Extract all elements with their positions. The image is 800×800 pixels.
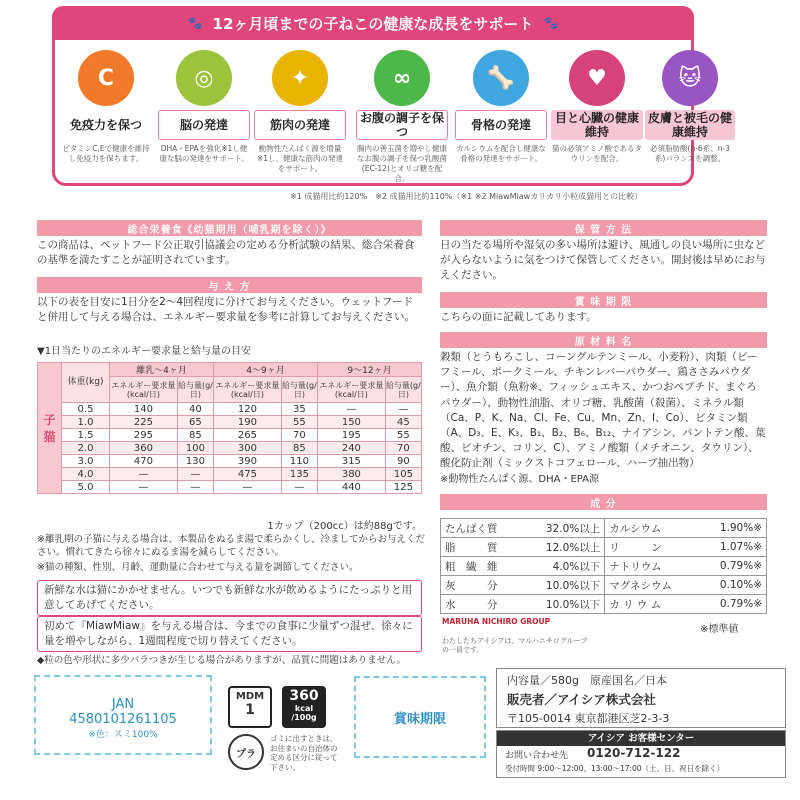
table-cell: 1.07%※ [699,538,766,557]
weight-header: 体重(kg) [62,363,110,403]
table-cell: — [385,403,421,416]
table-cell: 120 [213,403,281,416]
table-cell: 110 [281,455,317,468]
table-cell: 140 [110,403,178,416]
immunity-icon: C [78,50,134,106]
table-cell: 10.0%以下 [521,576,604,595]
benefit-desc: カルシウムを配合し健康な骨格の発達をサポート。 [456,144,546,163]
table-cell: 315 [317,455,385,468]
table-cell: 0.5 [62,403,110,416]
table-cell: 100 [177,442,213,455]
table-cell: 85 [281,442,317,455]
benefit-skin-coat [645,50,735,164]
table-cell: — [177,481,213,494]
table-cell: 32.0%以上 [521,519,604,538]
table-cell: 130 [177,455,213,468]
address-line: 〒105-0014 東京都港区芝2-3-3 [507,712,670,725]
feeding-table-caption: ▼1日当たりのエネルギー要求量と給与量の目安 [37,346,252,357]
table-cell: — [110,468,178,481]
table-row [38,429,422,442]
table-row [441,595,767,614]
table-cell: 135 [281,468,317,481]
expiry-box: 賞味期限 [354,676,486,758]
benefit-gut [356,50,448,184]
table-cell: 5.0 [62,481,110,494]
section-header-nutrition-type: 総合栄養食《幼猫期用（哺乳期を除く）》 [37,220,422,236]
table-cell: たんぱく質 [441,519,522,538]
table-cell: 190 [213,416,281,429]
table-cell: 475 [213,468,281,481]
table-cell: 12.0%以上 [521,538,604,557]
table-cell: 0.79%※ [699,595,766,614]
table-cell: 0.10%※ [699,576,766,595]
feeding-table [37,362,422,494]
group-header: 9～12ヶ月 [317,363,421,377]
feeding-table-side-label: 子猫 [38,363,62,494]
eye-heart-icon: ♥ [569,50,625,106]
table-cell: 240 [317,442,385,455]
kibble-note: ◆粒の色や形状に多少バラつきが生じる場合がありますが、品質に問題はありません。 [37,655,406,666]
gut-icon: ∞ [374,50,430,106]
table-cell: 65 [177,416,213,429]
jan-code: 4580101261105 [69,712,177,727]
nutrition-type-text: この商品は、ペットフード公正取引協議会の定める分析試験の結果、総合栄養食の基準を満たすことが証明されています。 [37,239,415,266]
benefit-bone [455,50,547,164]
expiry-text: こちらの面に記載してあります。 [440,311,597,323]
feeding-text: 以下の表を目安に1日分を2～4回程度に分けてお与えください。ウェットフードと併用して与える場合は、エネルギー要求量を参考に計算してお与えください。 [37,296,415,323]
table-cell: 380 [317,468,385,481]
table-cell: 105 [385,468,421,481]
table-cell: — [281,481,317,494]
business-hours: 受付時間 9:00～12:00、13:00～17:00（土、日、祝日を除く） [505,764,725,773]
benefit-immunity [60,50,152,164]
storage-text: 日の当たる場所や湿気の多い場所は避け、風通しの良い場所に虫などが入らないように気をつけて保管してください。開封後は早めにお与えください。 [440,239,766,281]
paw-icon: 🐾 [187,16,203,30]
amount-header: 給与量(g/日) [385,377,421,403]
table-cell: カ リ ウ ム [605,595,700,614]
table-cell: 45 [385,416,421,429]
table-row [38,442,422,455]
benefit-desc: 必須脂肪酸(n-6系、n-3系)バランスを調整。 [650,144,730,163]
benefits-banner [52,6,694,40]
section-header-expiry: 賞 味 期 限 [440,292,767,308]
content-line: 内容量／580g 原産国名／日本 [507,674,667,687]
center-title: アイシア お客様センター [497,731,785,746]
weaning-note: ※離乳期の子猫に与える場合は、本製品をぬるま湯で柔らかくし、冷ましてからお与えください。慣れてきたら徐々にぬるま湯を減らしてください。 [37,534,425,558]
table-cell: 360 [110,442,178,455]
benefit-desc: 猫の必須アミノ酸であるタウリンを配合。 [552,144,642,163]
table-row [38,468,422,481]
table-cell: — [317,403,385,416]
table-cell: 225 [110,416,178,429]
mdm-badge [228,686,272,728]
table-cell: 440 [317,481,385,494]
amount-header: 給与量(g/日) [281,377,317,403]
table-cell: リ ン [605,538,700,557]
bone-icon: 🦴 [473,50,529,106]
kcal-badge [282,686,326,728]
skin-coat-icon: 🐱 [662,50,718,106]
table-cell: 40 [177,403,213,416]
benefit-title: 脳の発達 [158,110,250,140]
table-cell: 85 [177,429,213,442]
table-cell: 35 [281,403,317,416]
table-cell: 0.79%※ [699,557,766,576]
energy-header: エネルギー要求量(kcal/日) [110,377,178,403]
table-cell: — [213,481,281,494]
jan-label: JAN [111,697,135,712]
benefit-brain [158,50,250,164]
mdm-label: MDM [235,691,265,702]
phone-number: 0120-712-122 [587,746,681,760]
amount-header: 給与量(g/日) [177,377,213,403]
table-cell: 1.5 [62,429,110,442]
banner-title: 12ヶ月頃までの子ねこの健康な成長をサポート [212,14,534,33]
table-cell: 195 [317,429,385,442]
table-cell: 125 [385,481,421,494]
footnote-top: ※1 成猫用比約120% ※2 成猫用比約110%（※1 ※2 MiawMiawカリカリ小粒成猫用との比較） [290,192,643,201]
table-cell: 2.0 [62,442,110,455]
energy-header: エネルギー要求量(kcal/日) [317,377,385,403]
benefit-desc: DHA・EPAを強化※1し健康な脳の発達をサポート。 [159,144,249,163]
table-cell: 脂 質 [441,538,522,557]
table-cell: 4.0%以下 [521,557,604,576]
ingredients-note: ※動物性たんぱく源、DHA・EPA源 [440,474,599,485]
table-cell: 300 [213,442,281,455]
table-cell: 55 [281,416,317,429]
table-cell: 70 [281,429,317,442]
benefit-desc: ビタミンC,Eで健康を維持し免疫力を保ちます。 [62,144,150,163]
table-cell: 90 [385,455,421,468]
table-cell: 150 [317,416,385,429]
benefit-muscle [254,50,346,174]
benefit-title: 目と心臓の健康維持 [551,110,643,140]
table-row [441,519,767,538]
table-row [441,557,767,576]
table-cell: 295 [110,429,178,442]
table-cell: マグネシウム [605,576,700,595]
table-cell: 3.0 [62,455,110,468]
table-row [38,481,422,494]
jan-color-note: ※色：スミ100% [88,730,158,740]
table-cell: 390 [213,455,281,468]
table-cell: — [110,481,178,494]
maker-logo: MARUHA NICHIRO GROUP [442,617,551,626]
table-cell: 470 [110,455,178,468]
customer-center-box [496,730,786,778]
table-row [38,455,422,468]
kcal-per: /100g [291,713,317,722]
section-header-feeding: 与 え 方 [37,277,422,293]
table-cell: — [177,468,213,481]
table-row [38,403,422,416]
group-header: 離乳～4ヶ月 [110,363,214,377]
table-cell: 70 [385,442,421,455]
benefit-title: 筋肉の発達 [254,110,346,140]
table-cell: カルシウム [605,519,700,538]
analysis-table [440,518,767,614]
table-cell: 1.90%※ [699,519,766,538]
benefit-desc: 腸内の善玉菌を増やし健康なお腹の調子を保つ乳酸菌(EC-12)とオリゴ糖を配合。 [357,144,447,183]
benefit-eye-heart [551,50,643,164]
table-cell: 265 [213,429,281,442]
seller-line: 販売者／アイシア株式会社 [507,692,656,707]
energy-header: エネルギー要求量(kcal/日) [213,377,281,403]
phone-label: お問い合わせ先 [505,751,569,761]
table-row [38,416,422,429]
section-header-analysis: 成 分 [440,494,767,510]
standard-note: ※標準値 [700,624,739,635]
paw-icon: 🐾 [543,16,559,30]
table-cell: 水 分 [441,595,522,614]
benefit-title: 免疫力を保つ [69,118,142,132]
table-cell: 55 [385,429,421,442]
table-row [441,538,767,557]
water-notice: 新鮮な水は猫にかかせません。いつでも新鮮な水が飲めるようにたっぷりと用意してあげてください。 [37,580,422,616]
switch-notice: 初めて『MiawMiaw』を与える場合は、今までの食事に少量ずつ混ぜ、徐々に量を増やしながら、1週間程度で切り替えてください。 [37,616,422,652]
kcal-unit: kcal [294,704,314,713]
product-info-box [496,668,786,728]
muscle-icon: ✦ [272,50,328,106]
table-cell: 灰 分 [441,576,522,595]
table-cell: 4.0 [62,468,110,481]
benefit-title: お腹の調子を保つ [356,110,448,140]
cup-note: 1カップ（200cc）は約88gです。 [267,521,422,532]
table-cell: 10.0%以下 [521,595,604,614]
ingredients-text: 穀類（とうもろこし、コーングルテンミール、小麦粉）、肉類（ビーフミール、ポークミール、チキンレバーパウダー、鶏ささみパウダー）、魚介類（魚粉※、フィッシュエキス、かつおペプチド、まぐろパウダー）、動物性油脂、オリゴ糖、乳酸菌（殺菌）、ミネラル類（Ca、P、K、Na、Cl、Fe、Cu、Mn、Zn、I、Co）、ビタミン類（A、D₃、E、K₃、B₁、B₂、B₆、B₁₂、ナイアシン、パントテン酸、葉酸、ビオチン、コリン、C）、アミノ酸類（メチオニン、タウリン）、酸化防止剤（ミックストコフェロール、ハーブ抽出物） [440,351,766,470]
maker-note: わたしたちアイシアは、マルハニチログループの一員です。 [442,637,588,654]
benefit-desc: 動物性たんぱく源を増量※1し、健康な筋肉の発達をサポート。 [256,144,344,173]
kcal-value: 360 [289,688,319,704]
section-header-storage: 保 管 方 法 [440,220,767,236]
group-header: 4～9ヶ月 [213,363,317,377]
jan-box [34,675,212,755]
mdm-number: 1 [245,702,255,718]
recycle-note: ゴミに出すときは、お住まいの自治体の定める区分に従って下さい。 [270,734,338,772]
table-cell: 粗 繊 維 [441,557,522,576]
section-header-ingredients: 原 材 料 名 [440,332,767,348]
table-cell: ナトリウム [605,557,700,576]
table-row [441,576,767,595]
table-cell: 1.0 [62,416,110,429]
benefit-title: 皮膚と被毛の健康維持 [645,110,735,140]
benefit-title: 骨格の発達 [455,110,547,140]
brain-icon: ◎ [176,50,232,106]
recycle-plastic-icon: プラ [228,734,264,770]
adjust-note: ※猫の種類、性別、月齢、運動量に合わせて与える量を調節してください。 [37,562,359,573]
